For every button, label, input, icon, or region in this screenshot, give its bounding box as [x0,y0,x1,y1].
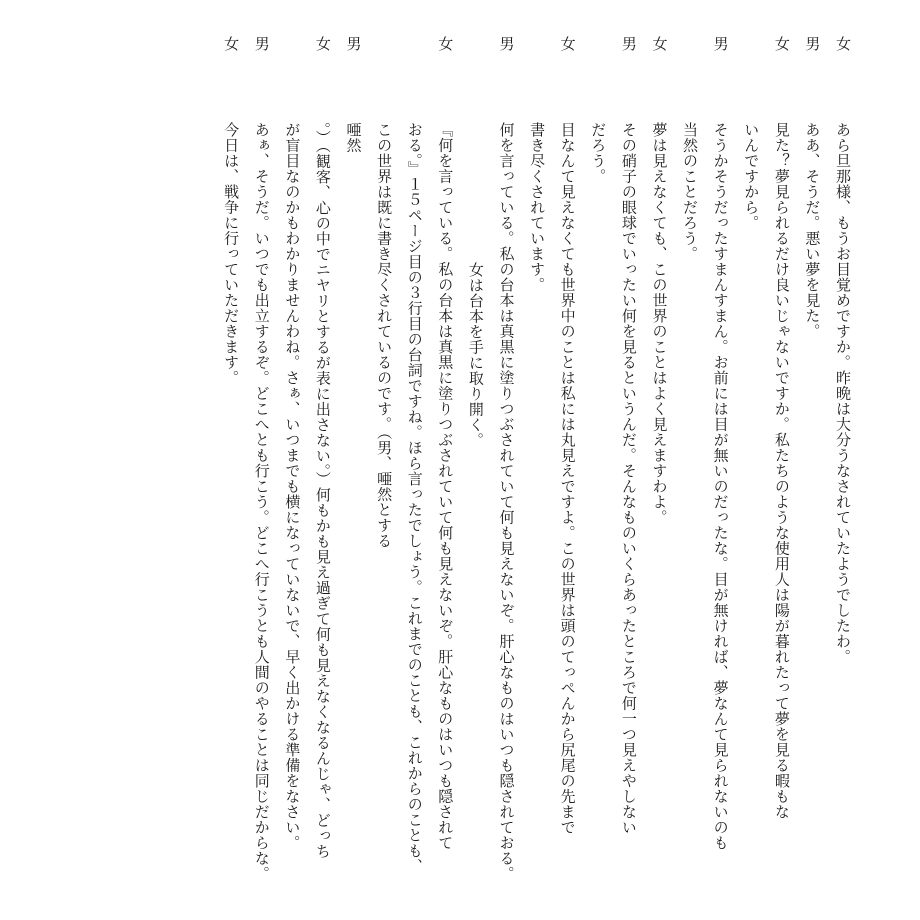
dialogue-text: おる。』１５ページ目の３行目の台詞ですね。ほら言ったでしょう。これまでのことも、これからのことも、 [405,122,424,874]
dialogue-text: 『何を言っている。私の台本は真黒に塗りつぶされていて何も見えないぞ。肝心なものはいつも隠されて [436,122,455,851]
speaker-name: 男 [711,36,730,52]
script-line [797,36,828,896]
dialogue-text: いんですから。 [742,122,761,231]
script-line [613,36,644,896]
speaker-name: 女 [558,36,577,52]
script-line [277,36,308,896]
dialogue-text: その硝子の眼球でいったい何を見るというんだ。そんなものいくらあったところで何一つ見えやしない [619,122,638,835]
script-line [552,36,583,896]
speaker-name: 男 [619,36,638,52]
speaker-name: 男 [497,36,516,52]
stage-direction-text: 女は台本を手に取り開く。 [466,262,485,448]
dialogue-text: ああ、そうだ。悪い夢を見た。 [803,122,822,339]
script-line [674,36,705,896]
dialogue-text: 見た？夢見られるだけ良いじゃないですか。私たちのような使用人は陽が暮れたって夢を見る暇もな [772,122,791,820]
speaker-name: 女 [772,36,791,52]
script-line [307,36,338,896]
script-line [644,36,675,896]
script-line [766,36,797,896]
script-line [338,36,369,896]
dialogue-text: 書き尽くされています。 [528,122,547,293]
speaker-name: 男 [344,36,363,52]
speaker-name: 女 [650,36,669,52]
speaker-name: 男 [252,36,271,52]
script-line [705,36,736,896]
dialogue-text: 何を言っている。私の台本は真黒に塗りつぶされていて何も見えないぞ。肝心なものはいつも隠されておる。 [497,122,516,882]
dialogue-text: あら旦那様、もうお目覚めですか。昨晩は大分うなされていたようでしたわ。 [834,122,852,665]
dialogue-text: この世界は既に書き尽くされているのです。（男、唖然とする [375,122,394,549]
dialogue-text: 。）（観客、心の中でニヤリとするが表に出さない。）何もかも見え過ぎて何も見えなくなるんじゃ、どっち [313,122,332,859]
script-line [369,36,400,896]
dialogue-text: 夢は見えなくても、この世界のことはよく見えますわよ。 [650,122,669,525]
speaker-name: 女 [313,36,332,52]
dialogue-text: あぁ、そうだ。いつでも出立するぞ。どこへとも行こう。どこへ行こうとも人間のやることは同じだからな。 [252,122,271,882]
dialogue-text: 当然のことだろう。 [681,122,700,262]
speaker-name: 女 [834,36,852,52]
script-line [216,36,247,896]
dialogue-text: 今日は、戦争に行っていただきます。 [222,122,241,386]
dialogue-text: だろう。 [589,122,608,184]
script-body [216,36,858,896]
script-line [399,36,430,896]
dialogue-text: 目なんて見えなくても世界中のことは私には丸見えですよ。この世界は頭のてっぺんから尻尾の先まで [558,122,577,835]
speaker-name: 女 [222,36,241,52]
speaker-name: 女 [436,36,455,52]
script-line [521,36,552,896]
dialogue-text: そうかそうだったすまんすまん。お前には目が無いのだったな。目が無ければ、夢なんて見られないのも [711,122,730,851]
script-line [246,36,277,896]
dialogue-text: 唖然 [344,122,363,153]
script-line [491,36,522,896]
stage-direction-line [460,36,491,896]
script-line [736,36,767,896]
script-line [583,36,614,896]
script-line [827,36,858,896]
speaker-name: 男 [803,36,822,52]
script-line [430,36,461,896]
dialogue-text: が盲目なのかもわかりませんわね。さぁ、いつまでも横になっていないで、早く出かける準備をなさい。 [283,122,302,851]
